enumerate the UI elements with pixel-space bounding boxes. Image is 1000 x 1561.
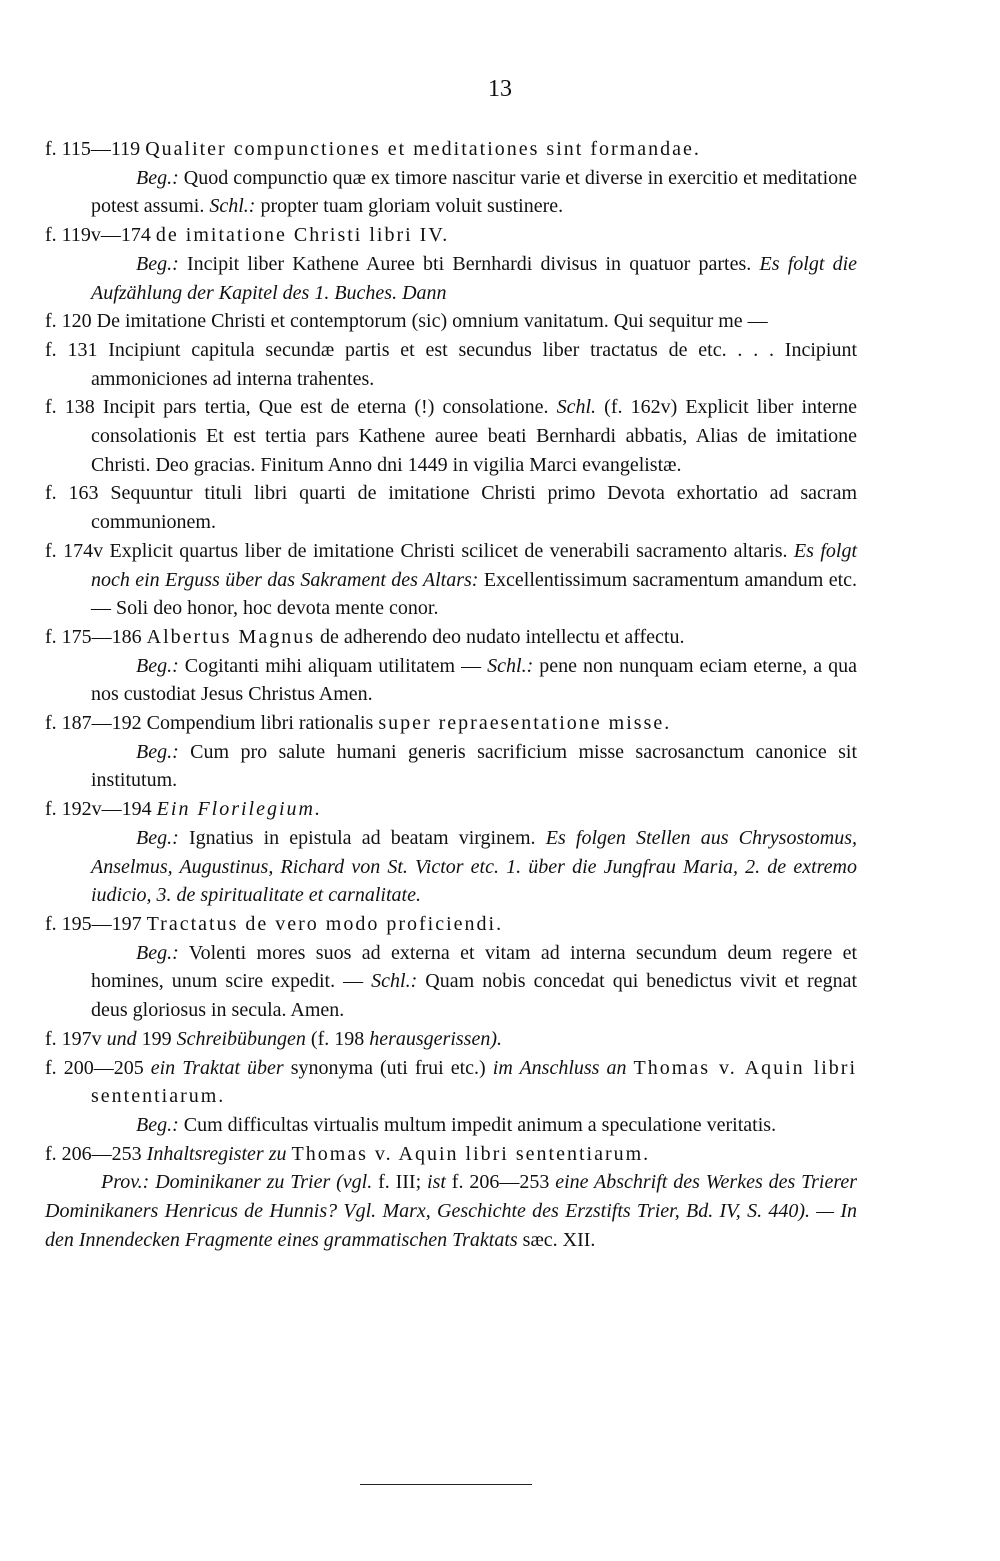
entry-f120 [45,307,857,336]
note: Es folgt die Aufzählung der Kapitel des 1. Buches. Dann [91,252,858,304]
entry-f187 [45,709,857,738]
text: Incipiunt capitula secundæ partis et est secundus liber tractatus de etc. . . . Incipiunt ammoniciones ad interna trahentes. [91,338,857,390]
prov-t6: sæc. XII. [522,1228,596,1251]
entry-f115 [45,135,857,164]
title: de adherendo deo nudato intellectu et affectu. [320,625,685,648]
beg-text: Volenti mores suos ad externa et vitam ad interna secundum deum regere et homines, unum scire expedit. — [91,941,857,993]
text: Incipit pars tertia, Que est de eterna (!) consolatione. [102,396,549,419]
title: de imitatione Christi libri IV. [155,224,450,247]
folio: f. 195—197 [45,912,142,935]
prov-t1: Dominikaner zu Trier (vgl. [155,1171,373,1194]
folio: f. 197v [45,1027,102,1050]
provenance [45,1168,857,1254]
title: Qualiter compunctiones et meditationes sint formandae. [145,138,701,160]
catalog-text [45,135,857,1254]
note-a: und [106,1027,137,1050]
folio: f. 206—253 [45,1142,142,1165]
beg-label: Beg.: [136,740,179,763]
schl-text: pene non nunquam eciam eterne, a qua nos custodiat Jesus Christus Amen. [91,654,857,706]
folio: f. 174v [45,539,104,562]
beg-label: Beg.: [136,166,179,189]
entry-f175-beg [45,652,857,709]
prov-t2: f. III; [378,1171,422,1194]
entry-f195 [45,910,857,939]
entry-f115-beg [45,164,857,221]
title: Ein Florilegium. [156,798,322,821]
text: synonyma (uti frui etc.) [290,1056,486,1079]
entry-f119v [45,221,857,250]
paren-b: herausgerissen). [369,1027,502,1050]
text: De imitatione Christi et contemptorum (sic) omnium vanitatum. Qui sequitur me — [96,310,768,333]
entry-f131 [45,336,857,393]
beg-text: Ignatius in epistula ad beatam virginem. [188,826,536,849]
folio: f. 115—119 [45,138,141,160]
author: Albertus Magnus [146,625,315,648]
entry-f192v [45,795,857,824]
folio: f. 200—205 [45,1056,144,1079]
folio: f. 192v—194 [45,798,152,821]
entry-f174v [45,537,857,623]
schl-label: Schl.: [371,970,418,993]
text: Explicit quartus liber de imitatione Christi scilicet de venerabili sacramento altaris. [109,539,788,562]
schl-ref: (f. 162v) [604,396,678,419]
entry-f206 [45,1140,857,1169]
end-rule [360,1484,532,1485]
schl-label: Schl.: [209,195,256,218]
beg-text: Cogitanti mihi aliquam utilitatem — [184,654,482,677]
schl-text: propter tuam gloriam voluit sustinere. [260,195,564,218]
folio: f. 187—192 [45,712,142,735]
title: Thomas v. Aquin libri sententiarum. [291,1142,651,1165]
folio: f. 175—186 [45,625,142,648]
note-b: Schreibübungen [176,1027,306,1050]
beg-label: Beg.: [136,252,179,275]
beg-text: Incipit liber Kathene Auree bti Bernhardi divisus in quatuor partes. [186,252,752,275]
schl-text: Quam nobis concedat qui benedictus vivit et regnat deus gloriosus in secula. Amen. [91,970,858,1022]
entry-f138 [45,393,857,479]
entry-f175 [45,623,857,652]
entry-f119v-beg [45,250,857,307]
beg-label: Beg.: [136,941,179,964]
entry-f197v [45,1025,857,1054]
prov-t5: eine Abschrift des Werkes des Trierer Dominikaners Henricus de Hunnis? Vgl. Marx, Geschichte des Erzstifts Trier, Bd. IV, S. 440). — In den Innendecken Fragmente eines grammatischen Traktats [45,1171,858,1251]
folio: f. 131 [45,338,98,361]
beg-label: Beg.: [136,1113,179,1136]
folio: f. 138 [45,396,95,419]
title: Thomas v. Aquin libri sententiarum. [91,1056,858,1108]
num: 199 [141,1027,172,1050]
folio: f. 163 [45,482,99,505]
note-b: im Anschluss an [492,1056,627,1079]
folio: f. 119v—174 [45,224,151,247]
note: Es folgt noch ein Erguss über das Sakrament des Altars: [91,539,858,591]
schl-text: Explicit liber interne consolationis Et est tertia pars Kathene auree beati Bernhardi abbatis, Alias de imitatione Christi. Deo gracias. Finitum Anno dni 1449 in vigilia Marci evangelistæ. [91,396,858,476]
prov-label: Prov.: [101,1171,150,1194]
text: Sequuntur tituli libri quarti de imitatione Christi primo Devota exhortatio ad sacram communionem. [91,482,858,534]
prov-t3: ist [427,1171,446,1194]
entry-f195-beg [45,939,857,1025]
title: super repraesentatione misse. [378,712,672,735]
entry-f200 [45,1054,857,1111]
schl-label: Schl.: [487,654,534,677]
beg-label: Beg.: [136,826,179,849]
note-a: ein Traktat über [150,1056,284,1079]
entry-f200-beg [45,1111,857,1140]
beg-label: Beg.: [136,654,179,677]
prov-t4: f. 206—253 [451,1171,550,1194]
paren-a: (f. 198 [310,1027,365,1050]
beg-text: Quod compunctio quæ ex timore nascitur varie et diverse in exercitio et meditatione potest assumi. [91,166,858,218]
entry-f192v-beg [45,824,857,910]
note: Inhaltsregister zu [146,1142,287,1165]
entry-f187-beg [45,738,857,795]
schl-label: Schl. [556,396,597,419]
page-number: 13 [488,76,512,102]
text2: Excellentissimum sacramentum amandum etc. — Soli deo honor, hoc devota mente conor. [91,568,858,620]
title: Tractatus de vero modo proficiendi. [146,912,504,935]
title-pre: Compendium libri rationalis [146,712,374,735]
folio: f. 120 [45,310,92,333]
beg-text: Cum pro salute humani generis sacrificium misse sacrosanctum canonice sit institutum. [91,740,858,792]
beg-text: Cum difficultas virtualis multum impedit animum a speculatione veritatis. [183,1113,777,1136]
note: Es folgen Stellen aus Chrysostomus, Anselmus, Augustinus, Richard von St. Victor etc. 1. über die Jungfrau Maria, 2. de extremo iudicio, 3. de spiritualitate et carnalitate. [91,826,858,907]
entry-f163 [45,479,857,536]
